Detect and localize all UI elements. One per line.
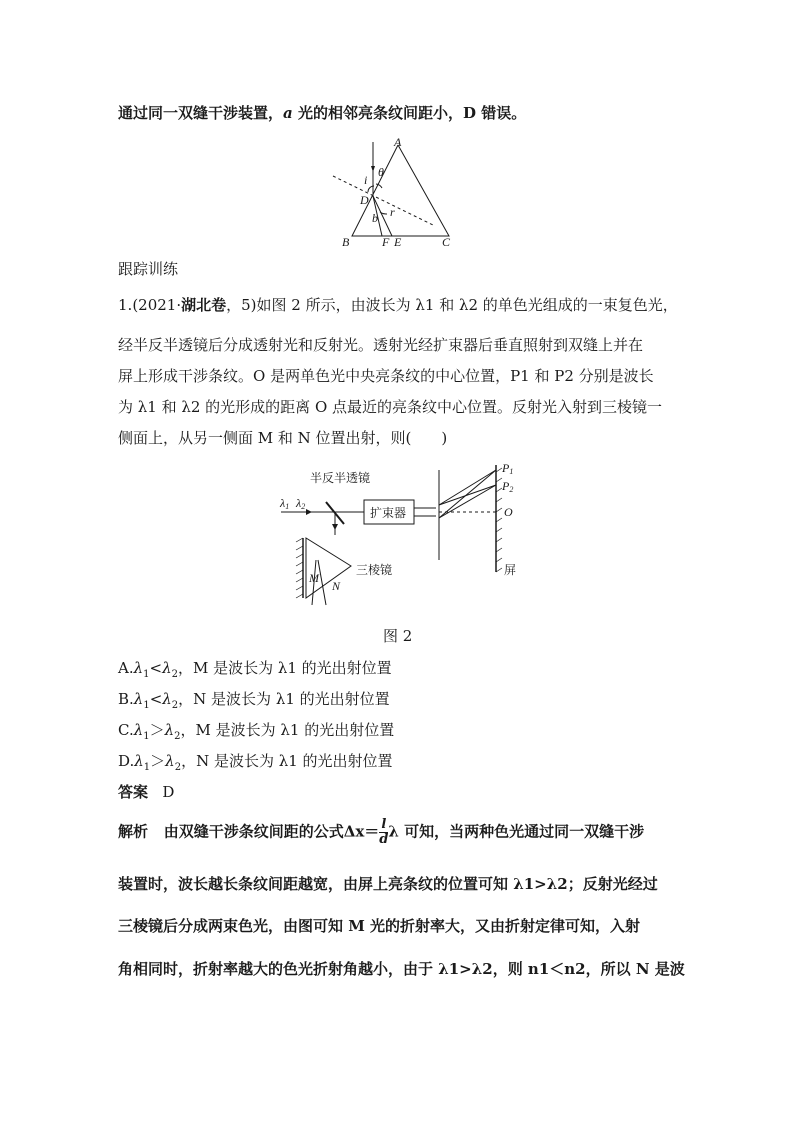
label-r: r bbox=[390, 205, 395, 219]
label-prism: 三棱镜 bbox=[356, 563, 393, 577]
label-D: D bbox=[360, 193, 369, 207]
option-c[interactable]: $C.\lambda_1>\lambda_2$，M 是波长为 λ1 的光出射位置 bbox=[118, 721, 395, 742]
label-M: M bbox=[309, 571, 319, 585]
prism bbox=[306, 538, 351, 598]
label-O: O bbox=[504, 505, 513, 519]
analysis-line-3: 三棱镜后分成两束色光，由图可知 M 光的折射率大，又由折射定律可知，入射 bbox=[118, 917, 641, 935]
analysis-line-2: 装置时，波长越长条纹间距越宽，由屏上亮条纹的位置可知 λ1>λ2；反射光经过 bbox=[118, 875, 658, 893]
analysis-line-1: 解析 由双缝干涉条纹间距的公式Δx＝ $\frac{l}{d}$ λ 可知，当两种色光通过同一双缝干涉 bbox=[118, 817, 645, 847]
label-screen: 屏 bbox=[504, 563, 517, 577]
label-lambda1: λ1 bbox=[280, 496, 290, 511]
label-half-mirror: 半反半透镜 bbox=[310, 471, 371, 485]
label-B: B bbox=[342, 235, 350, 249]
label-P1: P1 bbox=[502, 461, 514, 476]
figure-interference-setup bbox=[276, 460, 536, 610]
section-title: 跟踪训练 bbox=[118, 260, 179, 278]
analysis-line-4: 角相同时，折射率越大的色光折射角越小，由于 λ1>λ2，则 n1＜n2，所以 N 是波 bbox=[118, 960, 685, 978]
question-line-1: 1.(2021·湖北卷，5)如图 2 所示，由波长为 λ1 和 λ2 的单色光组成的一束复色光， bbox=[118, 296, 678, 314]
reflected-arrow bbox=[332, 524, 338, 530]
option-a[interactable]: $A.\lambda_1<\lambda_2$，M 是波长为 λ1 的光出射位置 bbox=[118, 659, 392, 680]
question-line-2: 经半反半透镜后分成透射光和反射光。透射光经扩束器后垂直照射到双缝上并在 bbox=[118, 336, 644, 354]
label-F: F bbox=[382, 235, 390, 249]
figure-caption: 图 2 bbox=[383, 627, 413, 645]
option-b[interactable]: $B.\lambda_1<\lambda_2$，N 是波长为 λ1 的光出射位置 bbox=[118, 690, 390, 711]
label-expander: 扩束器 bbox=[370, 506, 407, 520]
label-N: N bbox=[332, 579, 341, 593]
label-P2: P2 bbox=[502, 479, 514, 494]
label-i: i bbox=[364, 173, 368, 187]
label-A: A bbox=[394, 136, 402, 149]
label-b: b bbox=[372, 211, 378, 225]
label-C: C bbox=[442, 235, 451, 249]
figure-prism-triangle bbox=[330, 136, 470, 251]
label-theta: θ bbox=[378, 165, 384, 179]
fraction-l-over-d: $\frac{l}{d}$ bbox=[379, 817, 389, 847]
label-lambda2: λ2 bbox=[296, 496, 306, 511]
triangle-abc bbox=[352, 145, 449, 236]
answer-line: 答案 D bbox=[118, 783, 175, 801]
question-line-3: 屏上形成干涉条纹。O 是两单色光中央亮条纹的中心位置，P1 和 P2 分别是波长 bbox=[118, 367, 654, 385]
beam-arrow bbox=[306, 509, 312, 515]
ray-p1-b bbox=[439, 470, 496, 518]
ray-arrow bbox=[371, 166, 375, 172]
question-line-5: 侧面上，从另一侧面 M 和 N 位置出射，则( ) bbox=[118, 429, 448, 447]
intro-line: 通过同一双缝干涉装置，a 光的相邻亮条纹间距小，D 错误。 bbox=[118, 104, 527, 122]
exit-ray-n bbox=[318, 560, 326, 605]
question-line-4: 为 λ1 和 λ2 的光形成的距离 O 点最近的亮条纹中心位置。反射光入射到三棱镜一 bbox=[118, 398, 663, 416]
option-d[interactable]: $D.\lambda_1>\lambda_2$，N 是波长为 λ1 的光出射位置 bbox=[118, 752, 393, 773]
label-E: E bbox=[394, 235, 402, 249]
